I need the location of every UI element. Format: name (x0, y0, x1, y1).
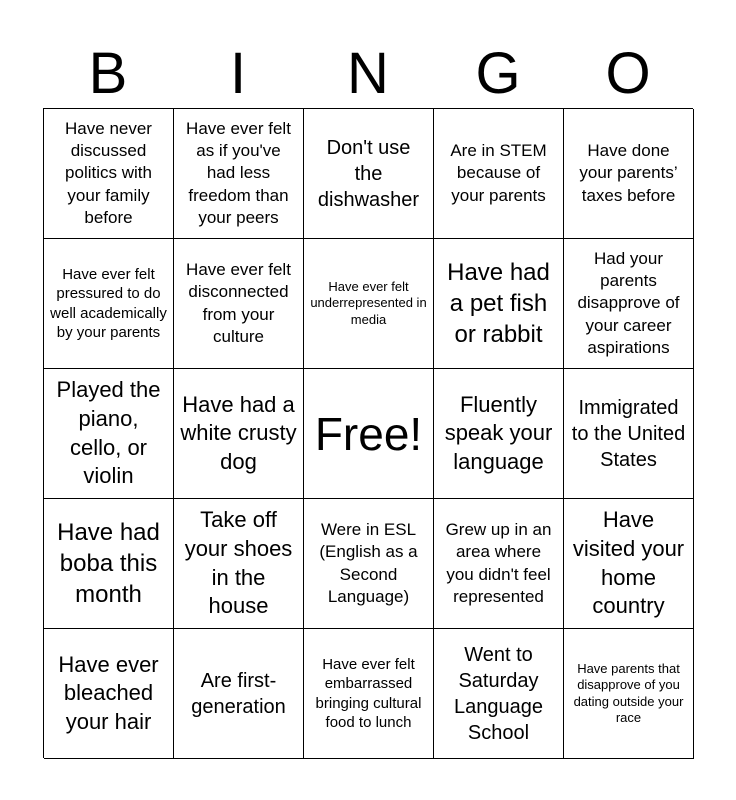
bingo-cell-r1c1[interactable] (44, 109, 174, 239)
cell-text: Played the piano, cello, or violin (56, 377, 161, 489)
header-letter-n: N (347, 41, 389, 106)
bingo-cell-r1c3[interactable] (304, 109, 434, 239)
cell-text: Were in ESL (English as a Second Language) (319, 520, 418, 606)
cell-text: Free! (314, 407, 423, 460)
bingo-cell-r5c5[interactable] (564, 629, 694, 759)
bingo-cell-r5c1[interactable] (44, 629, 174, 759)
header-letter-i: I (229, 41, 247, 106)
cell-text: Went to Saturday Language School (454, 643, 543, 744)
bingo-cell-r4c4[interactable] (434, 499, 564, 629)
cell-text: Have ever felt as if you've had less freedom than your peers (186, 119, 291, 227)
cell-text: Fluently speak your language (444, 391, 553, 474)
bingo-cell-r4c1[interactable] (44, 499, 174, 629)
cell-text: Have ever felt disconnected from your culture (186, 260, 291, 346)
cell-text: Have visited your home country (572, 507, 685, 619)
bingo-header (43, 40, 693, 108)
cell-text: Don't use the dishwasher (317, 136, 420, 211)
cell-text: Have had a pet fish or rabbit (447, 258, 550, 349)
bingo-cell-r4c5[interactable] (564, 499, 694, 629)
bingo-cell-r5c2[interactable] (174, 629, 304, 759)
cell-text: Have parents that disapprove of you dating outside your race (573, 661, 684, 725)
bingo-cell-r1c5[interactable] (564, 109, 694, 239)
header-letter-b: B (88, 41, 128, 106)
cell-text: Have ever felt underrepresented in media (310, 279, 427, 327)
cell-text: Have done your parents’ taxes before (579, 141, 678, 205)
bingo-cell-r3c1[interactable] (44, 369, 174, 499)
bingo-cell-r2c3[interactable] (304, 239, 434, 369)
bingo-cell-r3c4[interactable] (434, 369, 564, 499)
cell-text: Have ever felt pressured to do well academically by your parents (50, 265, 167, 341)
bingo-board (43, 108, 693, 758)
cell-text: Have ever felt embarrassed bringing cultural food to lunch (315, 655, 422, 731)
cell-text: Have had a white crusty dog (180, 391, 297, 474)
bingo-cell-r2c4[interactable] (434, 239, 564, 369)
cell-text: Grew up in an area where you didn't feel represented (445, 520, 552, 606)
bingo-cell-r4c3[interactable] (304, 499, 434, 629)
bingo-free-space[interactable] (304, 369, 434, 499)
cell-text: Are first-generation (191, 669, 286, 718)
bingo-cell-r3c2[interactable] (174, 369, 304, 499)
bingo-cell-r2c2[interactable] (174, 239, 304, 369)
cell-text: Are in STEM because of your parents (450, 141, 547, 205)
cell-text: Have never discussed politics with your family before (65, 119, 152, 227)
bingo-cell-r4c2[interactable] (174, 499, 304, 629)
cell-text: Have ever bleached your hair (58, 651, 159, 734)
header-letter-o: O (605, 41, 651, 106)
bingo-cell-r2c1[interactable] (44, 239, 174, 369)
cell-text: Had your parents disapprove of your career aspirations (577, 249, 680, 357)
bingo-cell-r3c5[interactable] (564, 369, 694, 499)
bingo-cell-r1c4[interactable] (434, 109, 564, 239)
bingo-cell-r1c2[interactable] (174, 109, 304, 239)
header-letter-g: G (475, 41, 521, 106)
cell-text: Immigrated to the United States (571, 396, 686, 471)
bingo-cell-r5c4[interactable] (434, 629, 564, 759)
bingo-cell-r5c3[interactable] (304, 629, 434, 759)
bingo-cell-r2c5[interactable] (564, 239, 694, 369)
cell-text: Have had boba this month (57, 518, 160, 609)
cell-text: Take off your shoes in the house (184, 507, 293, 619)
